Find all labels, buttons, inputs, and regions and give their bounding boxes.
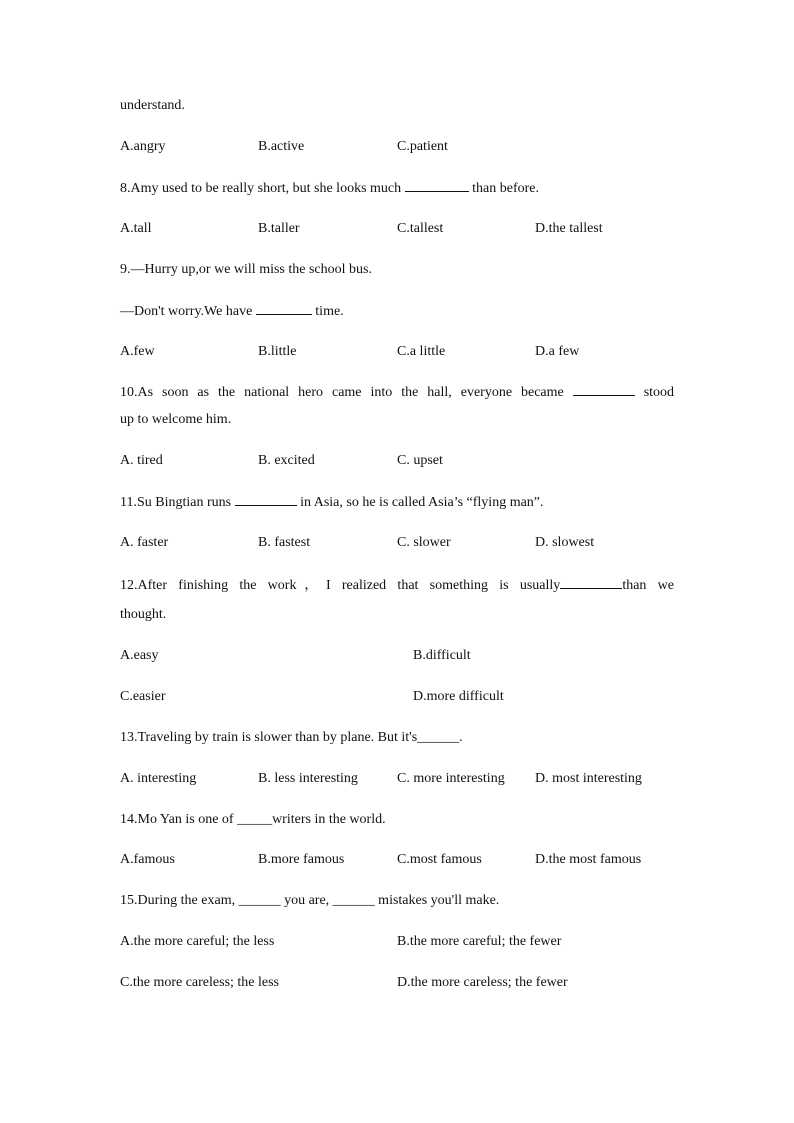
q12-option-c: C.easier [120, 689, 166, 704]
q9-answer-blank [256, 302, 312, 315]
q14-option-b: B.more famous [258, 852, 345, 867]
q11-option-a: A. faster [120, 535, 169, 550]
q12-answer-blank [560, 576, 622, 589]
q10-stem-end: stood [643, 385, 675, 400]
q15-option-b: B.the more careful; the fewer [397, 934, 562, 949]
q11-option-c: C. slower [397, 535, 451, 550]
q8-stem-start: 8.Amy used to be really short, but she looks much [120, 181, 402, 196]
q15-option-d: D.the more careless; the fewer [397, 975, 568, 990]
q10-stem-line2: up to welcome him. [120, 412, 232, 427]
q11-stem-start: 11.Su Bingtian runs [120, 495, 232, 510]
q13-option-a: A. interesting [120, 771, 197, 786]
q12-stem-start: 12.After finishing the work，I realized that something is usually [120, 578, 561, 593]
q11-answer-blank [235, 493, 297, 506]
q14-option-a: A.famous [120, 852, 175, 867]
q10-option-a: A. tired [120, 453, 163, 468]
q10-option-c: C. upset [397, 453, 443, 468]
q7-option-b: B.active [258, 139, 305, 154]
q15-option-a: A.the more careful; the less [120, 934, 275, 949]
q9-stem-line2 [120, 302, 344, 321]
q11-stem-end: in Asia, so he is called Asia’s “flying man”. [300, 495, 544, 510]
q8-stem-end: than before. [472, 181, 539, 196]
q13-stem: 13.Traveling by train is slower than by plane. But it's______. [120, 730, 463, 745]
q14-stem: 14.Mo Yan is one of _____writers in the world. [120, 812, 386, 827]
q9-stem-end: time. [315, 304, 344, 319]
q12-stem-line1 [120, 576, 674, 595]
q14-option-c: C.most famous [397, 852, 482, 867]
q15-option-c: C.the more careless; the less [120, 975, 280, 990]
q9-option-d: D.a few [535, 344, 580, 359]
q7-option-c: C.patient [397, 139, 448, 154]
q13-option-d: D. most interesting [535, 771, 642, 786]
q10-answer-blank [573, 383, 635, 396]
q9-stem-line1: 9.—Hurry up,or we will miss the school bus. [120, 262, 372, 277]
q14-option-d: D.the most famous [535, 852, 642, 867]
q9-option-c: C.a little [397, 344, 446, 359]
q12-option-d: D.more difficult [413, 689, 504, 704]
q9-option-b: B.little [258, 344, 297, 359]
q13-option-b: B. less interesting [258, 771, 358, 786]
q11-stem [120, 493, 544, 512]
q8-option-c: C.tallest [397, 221, 444, 236]
q9-option-a: A.few [120, 344, 155, 359]
q12-stem-end: than we [622, 578, 674, 593]
q15-stem: 15.During the exam, ______ you are, ______ mistakes you'll make. [120, 893, 500, 908]
q13-option-c: C. more interesting [397, 771, 505, 786]
q10-stem-start: 10.As soon as the national hero came into the hall, everyone became [120, 385, 564, 400]
q12-stem-line2: thought. [120, 607, 167, 622]
q8-stem [120, 179, 539, 198]
q7-option-a: A.angry [120, 139, 166, 154]
q11-option-d: D. slowest [535, 535, 595, 550]
q8-option-b: B.taller [258, 221, 300, 236]
q11-option-b: B. fastest [258, 535, 311, 550]
q9-stem-start: —Don't worry.We have [120, 304, 253, 319]
q12-option-b: B.difficult [413, 648, 471, 663]
q8-option-d: D.the tallest [535, 221, 603, 236]
q10-stem-line1 [120, 383, 674, 402]
q8-answer-blank [405, 179, 469, 192]
q7-stem-tail: understand. [120, 98, 185, 113]
q10-option-b: B. excited [258, 453, 315, 468]
q12-option-a: A.easy [120, 648, 159, 663]
q8-option-a: A.tall [120, 221, 152, 236]
